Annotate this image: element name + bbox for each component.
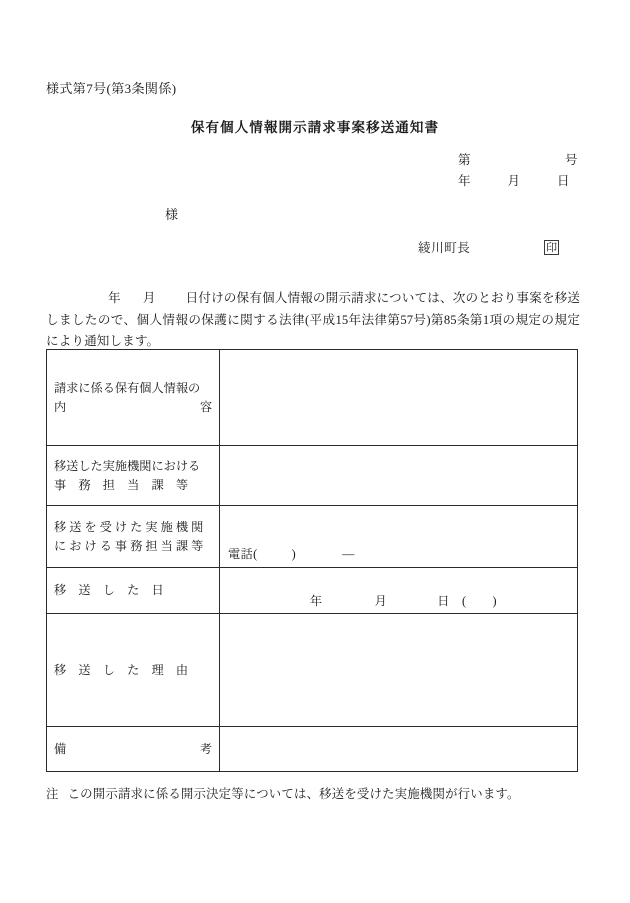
row-label-transfer-date-text: 移 送 し た 日: [54, 583, 164, 597]
footer-note: [46, 784, 520, 802]
phone-label: 電話(: [228, 547, 258, 561]
row-label-sending-agency-line2: 事 務 担 当 課 等: [54, 477, 189, 492]
transfer-date-year: 年: [309, 594, 323, 608]
document-date-year: 年: [458, 174, 472, 188]
row-label-transfer-date: [47, 568, 220, 614]
row-label-sending-agency: [47, 446, 220, 506]
row-label-requested-info-line2: [54, 398, 212, 417]
phone-dash: ―: [342, 547, 355, 561]
transfer-date-field[interactable]: [228, 592, 569, 609]
document-number-prefix: 第: [458, 153, 472, 167]
table-row-sending-agency: [47, 446, 578, 506]
row-value-requested-info[interactable]: [220, 350, 578, 446]
transfer-date-month: 月: [374, 594, 388, 608]
table-row-transfer-reason: [47, 614, 578, 727]
row-value-transfer-date[interactable]: [220, 568, 578, 614]
phone-paren-close: ): [291, 547, 297, 561]
document-number-suffix: 号: [564, 153, 578, 167]
transfer-date-day: 日: [437, 594, 450, 608]
row-value-transfer-reason[interactable]: [220, 614, 578, 727]
issuer-line: [418, 238, 559, 256]
document-date-month: 月: [507, 174, 521, 188]
row-label-remarks-text: [54, 740, 212, 759]
body-paragraph: [46, 288, 580, 353]
row-label-receiving-agency-line1: 移 送 を 受 け た 実 施 機 関: [54, 519, 204, 534]
phone-field[interactable]: [228, 545, 569, 563]
row-label-remarks: [47, 727, 220, 772]
document-date-line: [458, 171, 578, 192]
body-lead-text: 日付けの保有個人情報の開示請求については、次のとおり事案を移送しまし: [46, 291, 580, 327]
row-label-requested-info-line1: 請求に係る保有個人情報の: [54, 380, 201, 395]
body-date-year: 年: [108, 291, 121, 305]
row-label-receiving-agency: [47, 506, 220, 568]
row-label-sending-agency-line1: 移送した実施機関における: [54, 458, 201, 473]
footer-note-text: この開示請求に係る開示決定等については、移送を受けた実施機関が行います。: [67, 787, 520, 801]
row-label-requested-info: [47, 350, 220, 446]
row-value-receiving-agency[interactable]: [220, 506, 578, 568]
row-value-sending-agency[interactable]: [220, 446, 578, 506]
seal-stamp-icon: 印: [546, 241, 558, 254]
table-row-remarks: [47, 727, 578, 772]
body-continuation-text: たので、個人情報の保護に関する法律(平成15年法律第57号)第85条第1項の規定の規定により通知します。: [46, 312, 580, 348]
issuer-name: 綾川町長: [418, 241, 471, 255]
transfer-date-weekday-open: (: [461, 594, 467, 608]
row-label-requested-info-line2-right: 容: [199, 399, 212, 414]
row-label-transfer-reason-text: 移 送 し た 理 由: [54, 662, 189, 677]
body-date-month: 月: [142, 291, 156, 305]
transfer-date-weekday-close: ): [492, 594, 498, 608]
document-meta-block: [458, 150, 578, 192]
table-row-transfer-date: [47, 568, 578, 614]
row-label-remarks-right: 考: [199, 741, 212, 756]
table-row-receiving-agency: [47, 506, 578, 568]
form-number: 様式第7号(第3条関係): [46, 81, 177, 96]
row-label-receiving-agency-line2: に お け る 事 務 担 当 課 等: [54, 538, 204, 553]
document-number-line: [458, 150, 578, 171]
footer-note-mark: 注: [46, 787, 59, 801]
table-row-requested-info: [47, 350, 578, 446]
row-value-remarks[interactable]: [220, 727, 578, 772]
transfer-notice-table: [46, 349, 578, 772]
addressee-honorific: 様: [165, 207, 179, 222]
row-label-remarks-left: 備: [54, 741, 67, 756]
row-label-requested-info-line2-left: 内: [54, 399, 67, 414]
document-date-day: 日: [556, 174, 570, 188]
document-title: 保有個人情報開示請求事案移送通知書: [190, 120, 440, 135]
row-label-transfer-reason: [47, 614, 220, 727]
